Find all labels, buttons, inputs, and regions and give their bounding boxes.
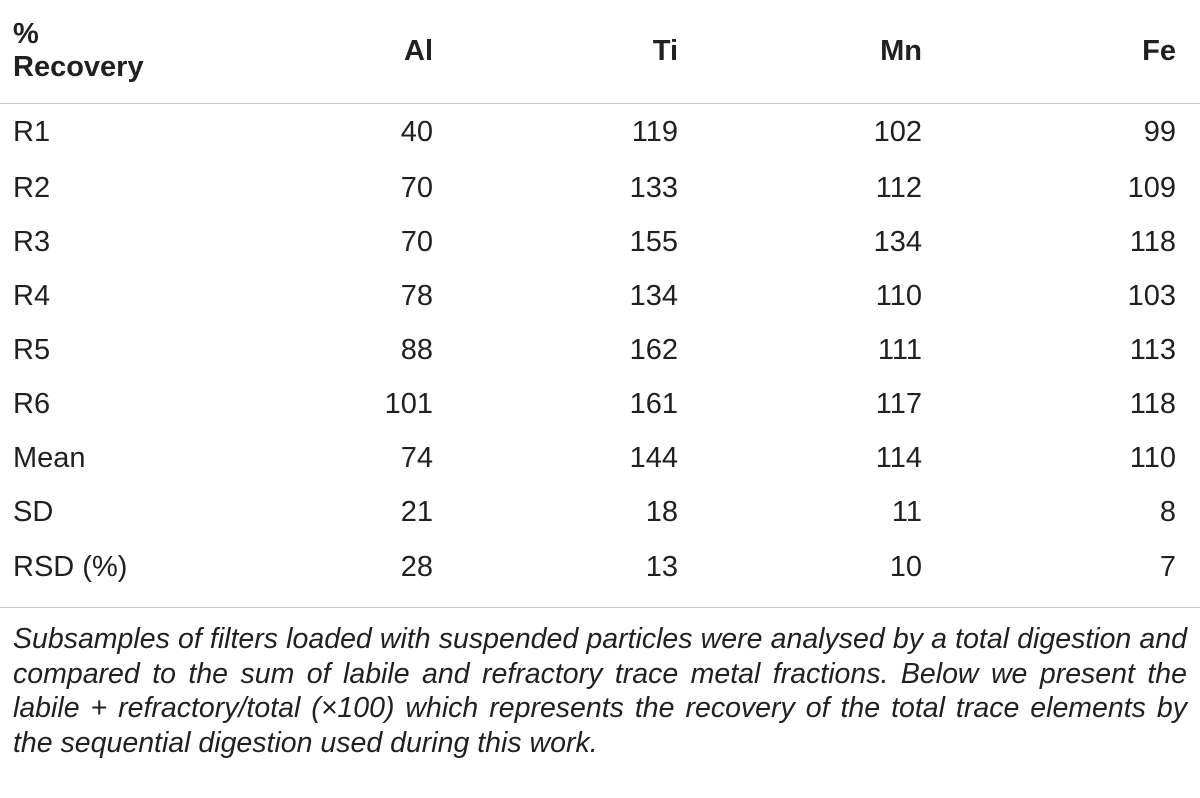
cell-ti: 134 bbox=[629, 279, 678, 312]
cell-mn: 102 bbox=[873, 115, 922, 148]
row-label: R5 bbox=[13, 333, 51, 366]
cell-ti: 161 bbox=[629, 387, 678, 420]
header-recovery: % Recovery bbox=[0, 0, 180, 103]
header-mn: Mn bbox=[690, 0, 934, 103]
cell-fe: 113 bbox=[1129, 333, 1176, 366]
cell-ti: 155 bbox=[629, 225, 678, 258]
cell-fe: 103 bbox=[1127, 279, 1176, 312]
row-label: R1 bbox=[13, 115, 51, 148]
table-row bbox=[0, 215, 1200, 269]
cell-fe: 109 bbox=[1127, 171, 1176, 204]
cell-ti: 144 bbox=[629, 441, 678, 474]
cell-mn: 117 bbox=[875, 387, 922, 420]
cell-ti: 133 bbox=[629, 171, 678, 204]
table-footnote: Subsamples of filters loaded with suspended particles were analysed by a total digestion and compared to the sum of labile and refractory trace metal fractions. Below we present the labile + refractory/total (×100) which represents the recovery of the total trace elements by the sequential digestion used during this work. bbox=[13, 607, 1187, 760]
cell-al: 78 bbox=[400, 279, 433, 312]
header-al: Al bbox=[180, 0, 442, 103]
row-label: R4 bbox=[13, 279, 51, 312]
header-row bbox=[0, 0, 1200, 103]
cell-fe: 7 bbox=[1159, 550, 1176, 583]
cell-ti: 119 bbox=[631, 115, 678, 148]
table-row bbox=[0, 269, 1200, 323]
table-body bbox=[0, 103, 1200, 595]
row-label: SD bbox=[13, 495, 54, 528]
row-label: R2 bbox=[13, 171, 51, 204]
row-label: R6 bbox=[13, 387, 51, 420]
cell-mn: 10 bbox=[889, 550, 922, 583]
cell-mn: 134 bbox=[873, 225, 922, 258]
cell-mn: 110 bbox=[875, 279, 922, 312]
table-row bbox=[0, 161, 1200, 215]
table-row bbox=[0, 103, 1200, 161]
cell-al: 88 bbox=[400, 333, 433, 366]
cell-ti: 13 bbox=[645, 550, 678, 583]
cell-ti: 18 bbox=[645, 495, 678, 528]
table-header bbox=[0, 0, 1200, 103]
cell-fe: 110 bbox=[1129, 441, 1176, 474]
cell-mn: 112 bbox=[875, 171, 922, 204]
header-fe: Fe bbox=[934, 0, 1200, 103]
header-ti: Ti bbox=[442, 0, 690, 103]
cell-mn: 111 bbox=[877, 333, 922, 366]
cell-mn: 114 bbox=[875, 441, 922, 474]
cell-mn: 11 bbox=[891, 495, 922, 528]
table-row bbox=[0, 377, 1200, 431]
table-row bbox=[0, 431, 1200, 485]
cell-al: 40 bbox=[400, 115, 433, 148]
row-label: Mean bbox=[13, 441, 86, 474]
table-row bbox=[0, 323, 1200, 377]
cell-fe: 99 bbox=[1143, 115, 1176, 148]
cell-al: 74 bbox=[400, 441, 433, 474]
table-row bbox=[0, 539, 1200, 595]
table-row bbox=[0, 485, 1200, 539]
cell-al: 28 bbox=[400, 550, 433, 583]
cell-al: 70 bbox=[400, 171, 433, 204]
cell-al: 70 bbox=[400, 225, 433, 258]
cell-al: 101 bbox=[384, 387, 433, 420]
cell-fe: 118 bbox=[1129, 225, 1176, 258]
cell-ti: 162 bbox=[629, 333, 678, 366]
cell-fe: 8 bbox=[1159, 495, 1176, 528]
cell-fe: 118 bbox=[1129, 387, 1176, 420]
cell-al: 21 bbox=[400, 495, 433, 528]
row-label: R3 bbox=[13, 225, 51, 258]
row-label: RSD (%) bbox=[13, 550, 128, 583]
